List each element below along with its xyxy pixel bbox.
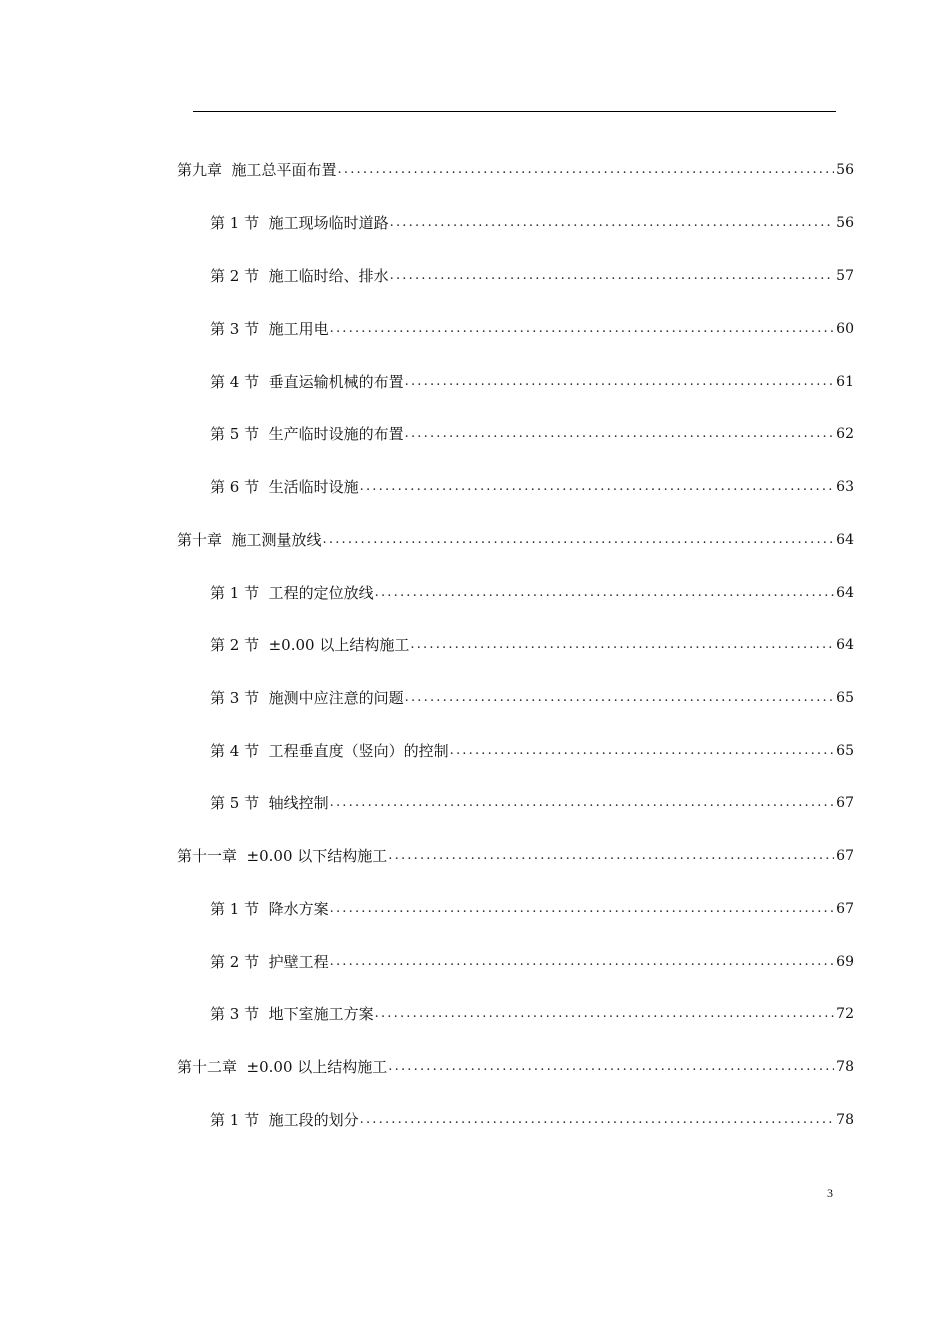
toc-entry-label: 第 3 节 施工用电 bbox=[210, 320, 329, 338]
toc-entry-label: 第 1 节 施工段的划分 bbox=[210, 1111, 359, 1129]
toc-entry-section[interactable] bbox=[210, 897, 854, 921]
toc-entry-page: 64 bbox=[836, 637, 854, 653]
toc-entry-page: 67 bbox=[836, 848, 854, 864]
toc-dot-leader bbox=[338, 158, 835, 182]
toc-entry-section[interactable] bbox=[210, 1108, 854, 1132]
toc-entry-label: 第十章 施工测量放线 bbox=[177, 531, 322, 549]
toc-entry-label: 第 5 节 生产临时设施的布置 bbox=[210, 425, 404, 443]
toc-dot-leader bbox=[330, 897, 835, 921]
toc-dot-leader bbox=[375, 581, 835, 605]
toc-entry-label: 第十二章 ±0.00 以上结构施工 bbox=[177, 1058, 388, 1076]
toc-entry-page: 72 bbox=[836, 1006, 854, 1022]
toc-dot-leader bbox=[330, 791, 835, 815]
toc-entry-page: 78 bbox=[836, 1059, 854, 1075]
toc-entry-label: 第 2 节 ±0.00 以上结构施工 bbox=[210, 636, 410, 654]
toc-dot-leader bbox=[405, 370, 835, 394]
toc-entry-label: 第 6 节 生活临时设施 bbox=[210, 478, 359, 496]
toc-dot-leader bbox=[405, 422, 835, 446]
toc-entry-section[interactable] bbox=[210, 950, 854, 974]
toc-entry-label: 第 1 节 降水方案 bbox=[210, 900, 329, 918]
toc-entry-section[interactable] bbox=[210, 633, 854, 657]
toc-entry-page: 67 bbox=[836, 901, 854, 917]
toc-entry-label: 第 3 节 施测中应注意的问题 bbox=[210, 689, 404, 707]
toc-entry-section[interactable] bbox=[210, 739, 854, 763]
toc-dot-leader bbox=[450, 739, 835, 763]
toc-entry-page: 65 bbox=[836, 690, 854, 706]
toc-entry-section[interactable] bbox=[210, 264, 854, 288]
page-number: 3 bbox=[827, 1186, 833, 1200]
toc-entry-label: 第 4 节 垂直运输机械的布置 bbox=[210, 373, 404, 391]
toc-entry-page: 67 bbox=[836, 795, 854, 811]
toc-entry-section[interactable] bbox=[210, 211, 854, 235]
toc-entry-page: 63 bbox=[836, 479, 854, 495]
toc-dot-leader bbox=[323, 528, 835, 552]
toc-entry-chapter-10[interactable] bbox=[177, 528, 854, 552]
toc-entry-page: 56 bbox=[836, 162, 854, 178]
toc-dot-leader bbox=[388, 844, 834, 868]
toc-entry-label: 第九章 施工总平面布置 bbox=[177, 161, 337, 179]
toc-entry-label: 第 2 节 护壁工程 bbox=[210, 953, 329, 971]
toc-entry-page: 61 bbox=[836, 374, 854, 390]
toc-entry-page: 57 bbox=[836, 268, 854, 284]
toc-entry-page: 56 bbox=[836, 215, 854, 231]
toc-entry-page: 64 bbox=[836, 585, 854, 601]
toc-dot-leader bbox=[360, 1108, 835, 1132]
toc-dot-leader bbox=[330, 950, 835, 974]
toc-entry-page: 78 bbox=[836, 1112, 854, 1128]
toc-entry-page: 65 bbox=[836, 743, 854, 759]
toc-entry-section[interactable] bbox=[210, 422, 854, 446]
toc-dot-leader bbox=[410, 633, 834, 657]
toc-entry-section[interactable] bbox=[210, 370, 854, 394]
toc-dot-leader bbox=[390, 264, 835, 288]
toc-entry-label: 第 4 节 工程垂直度（竖向）的控制 bbox=[210, 742, 449, 760]
toc-entry-page: 64 bbox=[836, 532, 854, 548]
toc-entry-section[interactable] bbox=[210, 581, 854, 605]
toc-dot-leader bbox=[360, 475, 835, 499]
toc-dot-leader bbox=[388, 1055, 834, 1079]
toc-entry-page: 60 bbox=[836, 321, 854, 337]
toc-entry-chapter-11[interactable] bbox=[177, 844, 854, 868]
toc-entry-page: 69 bbox=[836, 954, 854, 970]
toc-entry-section[interactable] bbox=[210, 475, 854, 499]
toc-entry-label: 第 1 节 工程的定位放线 bbox=[210, 584, 374, 602]
toc-entry-label: 第 2 节 施工临时给、排水 bbox=[210, 267, 389, 285]
toc-entry-chapter-12[interactable] bbox=[177, 1055, 854, 1079]
toc-entry-label: 第 3 节 地下室施工方案 bbox=[210, 1005, 374, 1023]
toc-entry-section[interactable] bbox=[210, 1002, 854, 1026]
toc-entry-label: 第十一章 ±0.00 以下结构施工 bbox=[177, 847, 388, 865]
toc-dot-leader bbox=[330, 317, 835, 341]
toc-dot-leader bbox=[390, 211, 835, 235]
toc-entry-label: 第 5 节 轴线控制 bbox=[210, 794, 329, 812]
toc-entry-section[interactable] bbox=[210, 791, 854, 815]
toc-entry-label: 第 1 节 施工现场临时道路 bbox=[210, 214, 389, 232]
toc-entry-chapter-9[interactable] bbox=[177, 158, 854, 182]
toc-entry-section[interactable] bbox=[210, 317, 854, 341]
toc-entry-page: 62 bbox=[836, 426, 854, 442]
toc-entry-section[interactable] bbox=[210, 686, 854, 710]
toc-dot-leader bbox=[375, 1002, 835, 1026]
toc-dot-leader bbox=[405, 686, 835, 710]
